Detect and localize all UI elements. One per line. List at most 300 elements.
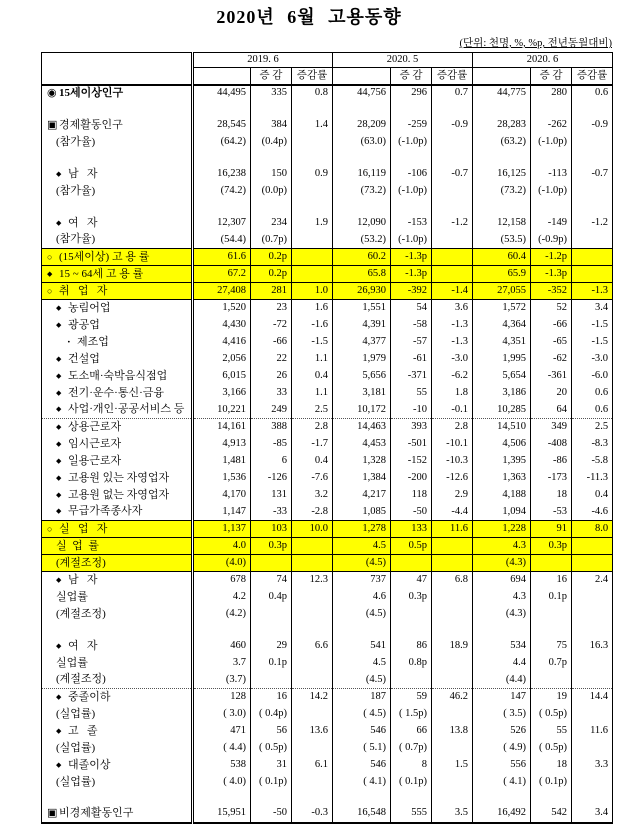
value-cell: 147 (473, 689, 531, 706)
spacer-cell (193, 791, 251, 806)
change-cell: -50 (251, 806, 292, 823)
change-rate-cell: 1.1 (292, 351, 333, 368)
value-cell: 16,119 (333, 166, 391, 183)
change-rate-cell: 16.3 (572, 638, 613, 655)
change-cell (391, 606, 432, 623)
row-label-cell (42, 266, 193, 283)
change-cell: -50 (391, 504, 432, 521)
value-cell: (53.2) (333, 232, 391, 249)
change-rate-cell: -1.5 (292, 334, 333, 351)
row-label: (참가율) (56, 184, 96, 197)
change-cell: 296 (391, 85, 432, 102)
change-rate-cell: 3.4 (572, 300, 613, 317)
value-cell: ( 4.9) (473, 740, 531, 757)
change-cell (531, 606, 572, 623)
row-label: 여 자 (68, 639, 98, 652)
row-label-cell (42, 166, 193, 183)
value-cell: 65.9 (473, 266, 531, 283)
row-label: 사업·개인·공공서비스 등 (68, 403, 185, 416)
value-cell: (4.3) (473, 555, 531, 572)
change-rate-cell (292, 266, 333, 283)
row-label-cell (42, 117, 193, 134)
fisheye-bullet-icon: ◉ (47, 87, 57, 99)
row-label: 경제활동인구 (59, 118, 123, 131)
change-subheader: 증 감 (531, 68, 572, 85)
table-row (42, 538, 613, 555)
change-rate-cell (432, 740, 473, 757)
change-rate-cell (572, 774, 613, 791)
change-cell: 0.1p (251, 655, 292, 672)
change-rate-cell: 3.4 (572, 806, 613, 823)
spacer-cell (531, 791, 572, 806)
change-cell: 19 (531, 689, 572, 706)
value-cell: 3,181 (333, 385, 391, 402)
change-rate-subheader: 증감률 (572, 68, 613, 85)
change-rate-cell: 6.1 (292, 757, 333, 774)
row-label: 고용원 있는 자영업자 (68, 471, 170, 484)
table-row (42, 266, 613, 283)
row-label: (계절조정) (56, 673, 106, 686)
diamond-bullet-icon: ◆ (56, 320, 62, 329)
period-2019-6: 2019. 6 (193, 53, 333, 68)
change-rate-cell: 18.9 (432, 638, 473, 655)
change-rate-cell: -0.9 (432, 117, 473, 134)
value-cell: 4,391 (333, 317, 391, 334)
spacer-cell (42, 151, 193, 166)
row-label-cell (42, 85, 193, 102)
change-cell: (-1.0p) (391, 232, 432, 249)
row-label-cell (42, 385, 193, 402)
value-subheader (193, 68, 251, 85)
row-label: 전기·운수·통신·금융 (68, 386, 164, 399)
spacer-cell (251, 151, 292, 166)
value-cell: 1,363 (473, 470, 531, 487)
value-cell: 4.5 (333, 655, 391, 672)
value-cell: (4.5) (333, 606, 391, 623)
row-label-cell (42, 334, 193, 351)
diamond-bullet-icon: ◆ (56, 422, 62, 431)
change-cell: 249 (251, 402, 292, 419)
row-label-cell (42, 419, 193, 436)
change-rate-cell (432, 538, 473, 555)
change-cell: 150 (251, 166, 292, 183)
diamond-bullet-icon: ◆ (47, 269, 53, 278)
row-label: (참가율) (56, 135, 96, 148)
spacer-cell (193, 151, 251, 166)
spacer-cell (292, 791, 333, 806)
spacer-cell (333, 200, 391, 215)
change-cell (251, 555, 292, 572)
change-rate-cell: -6.2 (432, 368, 473, 385)
spacer-cell (193, 102, 251, 117)
change-cell: 0.4p (251, 589, 292, 606)
spacer-cell (251, 791, 292, 806)
table-row (42, 723, 613, 740)
diamond-bullet-icon: ◆ (56, 371, 62, 380)
row-label-cell (42, 740, 193, 757)
value-cell: 4,364 (473, 317, 531, 334)
change-cell: -408 (531, 436, 572, 453)
change-cell: 52 (531, 300, 572, 317)
value-cell: 16,492 (473, 806, 531, 823)
change-cell: (-1.0p) (391, 183, 432, 200)
change-cell: -352 (531, 283, 572, 300)
table-row (42, 300, 613, 317)
change-rate-cell: -7.6 (292, 470, 333, 487)
change-rate-cell (292, 774, 333, 791)
change-rate-cell: -5.8 (572, 453, 613, 470)
change-rate-cell: 2.5 (572, 419, 613, 436)
row-label: 건설업 (68, 352, 100, 365)
square-bullet-icon: ▣ (47, 807, 58, 819)
row-label-cell (42, 538, 193, 555)
value-cell: ( 4.1) (333, 774, 391, 791)
change-rate-cell: 0.4 (292, 453, 333, 470)
change-cell: 16 (251, 689, 292, 706)
spacer-row (42, 151, 613, 166)
diamond-bullet-icon: ◆ (56, 456, 62, 465)
row-label: 무급가족종사자 (68, 505, 143, 518)
change-rate-cell (432, 655, 473, 672)
change-cell: 0.2p (251, 266, 292, 283)
value-cell: 4.5 (333, 538, 391, 555)
change-cell: 55 (531, 723, 572, 740)
change-cell: 118 (391, 487, 432, 504)
spacer-cell (572, 102, 613, 117)
change-cell: 55 (391, 385, 432, 402)
change-rate-cell (572, 606, 613, 623)
change-rate-cell: -0.9 (572, 117, 613, 134)
change-rate-cell (292, 672, 333, 689)
change-rate-cell (432, 134, 473, 151)
change-cell: 542 (531, 806, 572, 823)
change-rate-cell: -1.7 (292, 436, 333, 453)
change-cell: 0.5p (391, 538, 432, 555)
change-rate-cell (572, 232, 613, 249)
row-label: 상용근로자 (68, 420, 122, 433)
row-label-cell (42, 317, 193, 334)
value-cell: 28,545 (193, 117, 251, 134)
value-cell: 1,520 (193, 300, 251, 317)
spacer-cell (473, 151, 531, 166)
table-row (42, 672, 613, 689)
value-cell: 1,481 (193, 453, 251, 470)
row-label: 실업률 (56, 656, 88, 669)
value-cell: 4,430 (193, 317, 251, 334)
spacer-cell (391, 623, 432, 638)
value-cell: 4,913 (193, 436, 251, 453)
row-label-cell (42, 436, 193, 453)
spacer-cell (531, 200, 572, 215)
spacer-cell (333, 102, 391, 117)
table-row (42, 655, 613, 672)
table-row (42, 215, 613, 232)
table-row (42, 757, 613, 774)
change-cell: ( 0.5p) (531, 706, 572, 723)
change-rate-cell (292, 232, 333, 249)
change-cell: (-1.0p) (531, 183, 572, 200)
change-rate-cell: 1.0 (292, 283, 333, 300)
spacer-cell (531, 102, 572, 117)
change-cell: 349 (531, 419, 572, 436)
table-row (42, 521, 613, 538)
value-cell: (4.2) (193, 606, 251, 623)
spacer-cell (391, 791, 432, 806)
table-row (42, 368, 613, 385)
row-label: 실 업 률 (56, 539, 99, 552)
change-rate-cell: -4.6 (572, 504, 613, 521)
value-cell: (4.5) (333, 672, 391, 689)
change-cell: 18 (531, 487, 572, 504)
table-row (42, 166, 613, 183)
value-cell: 1,147 (193, 504, 251, 521)
change-cell: -62 (531, 351, 572, 368)
change-rate-cell: 46.2 (432, 689, 473, 706)
row-label: 남 자 (68, 167, 98, 180)
row-label-cell (42, 589, 193, 606)
change-rate-cell: 13.8 (432, 723, 473, 740)
row-label-cell (42, 504, 193, 521)
value-cell: 4.3 (473, 589, 531, 606)
change-cell: 234 (251, 215, 292, 232)
row-label: 비경제활동인구 (59, 807, 134, 819)
diamond-bullet-icon: ◆ (56, 726, 62, 735)
change-cell: 86 (391, 638, 432, 655)
change-rate-cell: -11.3 (572, 470, 613, 487)
value-subheader (333, 68, 391, 85)
table-row (42, 638, 613, 655)
value-cell: 12,307 (193, 215, 251, 232)
value-cell: 16,238 (193, 166, 251, 183)
change-cell: 22 (251, 351, 292, 368)
row-label-cell (42, 368, 193, 385)
table-row (42, 487, 613, 504)
change-cell: 66 (391, 723, 432, 740)
diamond-bullet-icon: ◆ (56, 575, 62, 584)
row-label: 임시근로자 (68, 437, 122, 450)
change-rate-cell: 6.6 (292, 638, 333, 655)
value-cell: 541 (333, 638, 391, 655)
row-label: 농림어업 (68, 301, 111, 314)
spacer-cell (292, 151, 333, 166)
period-2020-6: 2020. 6 (473, 53, 613, 68)
spacer-cell (251, 623, 292, 638)
value-cell: 67.2 (193, 266, 251, 283)
change-cell: -501 (391, 436, 432, 453)
value-cell: (54.4) (193, 232, 251, 249)
change-rate-cell (292, 706, 333, 723)
row-label: 중졸이하 (68, 690, 111, 703)
diamond-bullet-icon: ◆ (56, 405, 62, 414)
value-cell: 6,015 (193, 368, 251, 385)
change-cell: -1.3p (531, 266, 572, 283)
change-cell (251, 672, 292, 689)
change-rate-cell (572, 266, 613, 283)
row-label-cell (42, 638, 193, 655)
diamond-bullet-icon: ◆ (56, 507, 62, 516)
value-cell: 3,186 (473, 385, 531, 402)
spacer-cell (292, 623, 333, 638)
value-cell: 27,408 (193, 283, 251, 300)
row-label-cell (42, 215, 193, 232)
change-cell: -262 (531, 117, 572, 134)
change-rate-cell: 14.2 (292, 689, 333, 706)
value-cell: 10,285 (473, 402, 531, 419)
change-rate-cell: 0.4 (572, 487, 613, 504)
change-rate-cell: 2.4 (572, 572, 613, 589)
change-rate-cell: -1.2 (572, 215, 613, 232)
change-rate-cell: -2.8 (292, 504, 333, 521)
diamond-bullet-icon: ◆ (56, 169, 62, 178)
value-cell: 16,125 (473, 166, 531, 183)
change-rate-cell: 0.9 (292, 166, 333, 183)
value-cell: 4,453 (333, 436, 391, 453)
diamond-bullet-icon: ◆ (56, 388, 62, 397)
value-cell: 694 (473, 572, 531, 589)
change-rate-cell: 8.0 (572, 521, 613, 538)
row-label-cell (42, 655, 193, 672)
change-cell: -1.3p (391, 249, 432, 266)
change-rate-cell: 12.3 (292, 572, 333, 589)
value-cell: 3,166 (193, 385, 251, 402)
value-cell: 4,170 (193, 487, 251, 504)
spacer-cell (473, 200, 531, 215)
diamond-bullet-icon: ◆ (56, 490, 62, 499)
change-cell: ( 0.1p) (391, 774, 432, 791)
row-label: (계절조정) (56, 607, 106, 620)
table-row (42, 453, 613, 470)
row-label-cell (42, 706, 193, 723)
change-rate-cell (572, 555, 613, 572)
change-cell: -58 (391, 317, 432, 334)
change-rate-cell (432, 249, 473, 266)
table-row (42, 774, 613, 791)
table-row (42, 706, 613, 723)
value-cell: 1,278 (333, 521, 391, 538)
change-rate-cell: 11.6 (572, 723, 613, 740)
change-rate-cell (292, 183, 333, 200)
change-rate-cell: -10.3 (432, 453, 473, 470)
change-cell: 131 (251, 487, 292, 504)
diamond-bullet-icon: ◆ (56, 303, 62, 312)
value-cell: 471 (193, 723, 251, 740)
change-cell: -200 (391, 470, 432, 487)
row-label: (실업률) (56, 775, 96, 788)
table-row (42, 572, 613, 589)
value-cell: 12,090 (333, 215, 391, 232)
change-rate-cell: 0.7 (432, 85, 473, 102)
value-cell: (4.4) (473, 672, 531, 689)
row-label: (참가율) (56, 233, 96, 246)
row-label-cell (42, 351, 193, 368)
value-cell: 44,756 (333, 85, 391, 102)
change-cell: -86 (531, 453, 572, 470)
change-cell: 388 (251, 419, 292, 436)
spacer-cell (42, 791, 193, 806)
table-row (42, 589, 613, 606)
change-cell: 335 (251, 85, 292, 102)
change-rate-cell (572, 249, 613, 266)
change-rate-cell: 3.2 (292, 487, 333, 504)
value-cell: ( 3.0) (193, 706, 251, 723)
change-cell: 74 (251, 572, 292, 589)
value-cell: 1,572 (473, 300, 531, 317)
table-row (42, 470, 613, 487)
table-row (42, 134, 613, 151)
change-cell: -126 (251, 470, 292, 487)
spacer-cell (432, 791, 473, 806)
change-cell: -371 (391, 368, 432, 385)
value-cell: 678 (193, 572, 251, 589)
change-rate-cell: 1.4 (292, 117, 333, 134)
change-cell: 0.3p (391, 589, 432, 606)
value-cell: 3.7 (193, 655, 251, 672)
value-cell: 546 (333, 757, 391, 774)
header-corner-cell (42, 53, 193, 68)
value-cell: 28,283 (473, 117, 531, 134)
change-cell: 103 (251, 521, 292, 538)
change-cell: (-1.0p) (531, 134, 572, 151)
change-rate-cell (432, 555, 473, 572)
change-cell: -149 (531, 215, 572, 232)
value-cell: 4,217 (333, 487, 391, 504)
spacer-cell (193, 200, 251, 215)
spacer-cell (251, 200, 292, 215)
change-rate-cell: -0.7 (432, 166, 473, 183)
change-cell: ( 0.1p) (531, 774, 572, 791)
change-rate-cell: 3.5 (432, 806, 473, 823)
change-cell: ( 1.5p) (391, 706, 432, 723)
row-label: (15세이상) 고 용 률 (59, 250, 150, 263)
change-rate-cell: -0.1 (432, 402, 473, 419)
value-cell: 10,221 (193, 402, 251, 419)
change-rate-cell: -1.3 (432, 334, 473, 351)
row-label-cell (42, 183, 193, 200)
change-rate-cell (432, 589, 473, 606)
change-cell: 59 (391, 689, 432, 706)
change-rate-cell: 0.6 (572, 385, 613, 402)
value-cell: (64.2) (193, 134, 251, 151)
table-row (42, 183, 613, 200)
value-cell: 10,172 (333, 402, 391, 419)
change-cell: 555 (391, 806, 432, 823)
table-row (42, 351, 613, 368)
table-row (42, 606, 613, 623)
row-label-cell (42, 300, 193, 317)
change-cell: 23 (251, 300, 292, 317)
change-subheader: 증 감 (251, 68, 292, 85)
change-rate-cell: 11.6 (432, 521, 473, 538)
change-cell: 393 (391, 419, 432, 436)
value-cell: 1,995 (473, 351, 531, 368)
row-label-cell (42, 453, 193, 470)
spacer-cell (391, 102, 432, 117)
value-cell: 14,510 (473, 419, 531, 436)
change-rate-cell (292, 589, 333, 606)
spacer-cell (572, 623, 613, 638)
change-cell: 0.3p (251, 538, 292, 555)
change-cell: -152 (391, 453, 432, 470)
change-rate-subheader: 증감률 (432, 68, 473, 85)
value-cell: 15,951 (193, 806, 251, 823)
value-cell: 5,654 (473, 368, 531, 385)
change-cell: 64 (531, 402, 572, 419)
row-label-cell (42, 774, 193, 791)
change-subheader: 증 감 (391, 68, 432, 85)
row-label-cell (42, 232, 193, 249)
change-rate-cell: -1.5 (572, 317, 613, 334)
change-cell: -61 (391, 351, 432, 368)
